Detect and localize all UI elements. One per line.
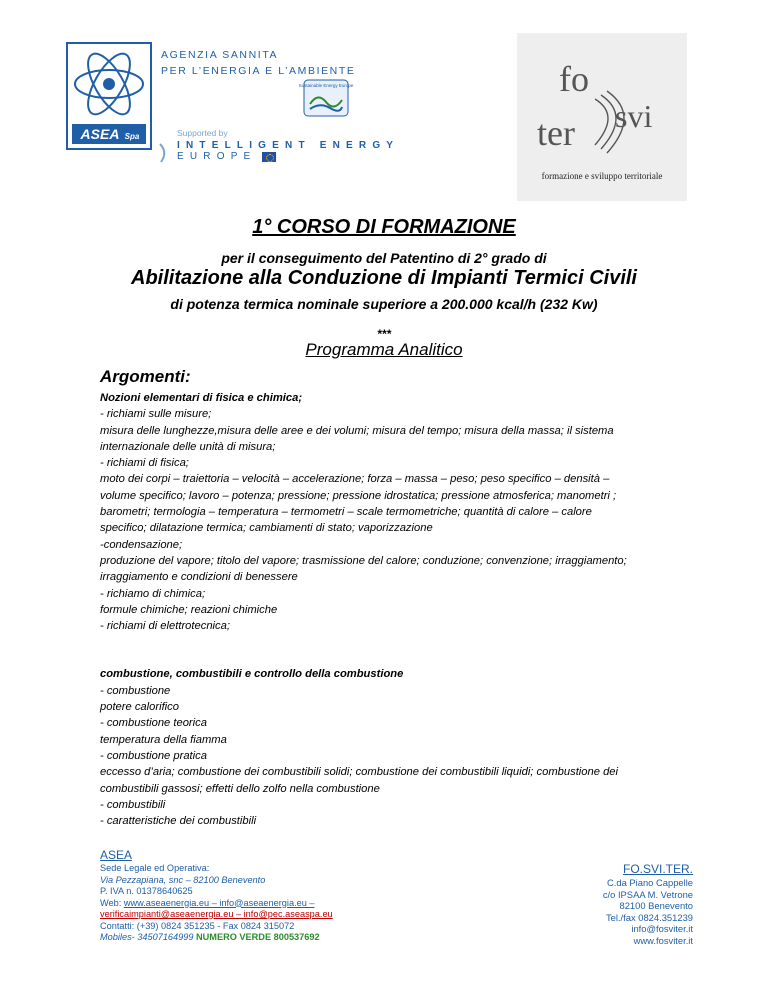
footer-fosviter-line: Tel./fax 0824.351239 [605, 911, 693, 923]
asea-logo [66, 42, 152, 150]
footer-email-links[interactable]: verificaimpianti@aseaenergia.eu – info@pec.aseaspa.eu [100, 909, 333, 919]
footer-asea-address: Via Pezzapiana, snc – 82100 Benevento [100, 874, 266, 885]
course-main-heading: Abilitazione alla Conduzione di Impianti Termici Civili [131, 267, 637, 289]
body-line: eccesso d’aria; combustione dei combustibili solidi; combustione dei combustibili liquidi; combustione dei [100, 766, 618, 779]
body-line: barometri; termologia – temperatura – termometri – scale termometriche; quantità di calore – calore [100, 506, 592, 519]
course-subtitle: per il conseguimento del Patentino di 2° grado di [221, 250, 547, 266]
fosviter-fo: fo [559, 59, 589, 99]
course-power-spec: di potenza termica nominale superiore a 200.000 kcal/h (232 Kw) [170, 296, 598, 312]
fosviter-svi: svi [615, 98, 653, 134]
body-line: - combustione teorica [100, 717, 207, 730]
body-line: produzione del vapore; titolo del vapore; trasmissione del calore; conduzione; convenzione; irraggiamento; [100, 554, 627, 567]
section-heading: combustione, combustibili e controllo della combustione [100, 668, 404, 681]
fosviter-tagline: formazione e sviluppo territoriale [541, 171, 663, 181]
footer-web-link[interactable]: www.aseaenergia.eu – info@aseaenergia.eu – [123, 897, 315, 908]
intelligent-energy-logo [161, 128, 399, 162]
footer-fosviter [513, 861, 693, 947]
separator-stars: *** [376, 327, 391, 341]
body-line: moto dei corpi – traiettoria – velocità – accelerazione; forza – massa – peso; peso specifico – densità – [100, 473, 610, 486]
swoosh-icon [158, 142, 170, 164]
section-heading: Nozioni elementari di fisica e chimica; [100, 392, 303, 404]
body-line: - richiami di elettrotecnica; [100, 620, 230, 633]
body-line: irraggiamento e condizioni di benessere [100, 571, 298, 584]
fosviter-logo [517, 33, 687, 201]
footer-asea-name: ASEA [100, 848, 133, 862]
eu-flag-icon [262, 152, 276, 162]
agency-name [161, 47, 356, 79]
body-line: internazionale delle unità di misura; [100, 440, 276, 453]
argomenti-label: Argomenti: [100, 367, 191, 386]
programma-heading: Programma Analitico [305, 340, 463, 359]
footer-fosviter-name: FO.SVI.TER. [622, 862, 693, 876]
intelligent-energy: INTELLIGENT ENERGY [177, 140, 400, 151]
footer-fosviter-line: c/o IPSAA M. Vetrone [602, 888, 693, 900]
body-line: - combustione [100, 684, 171, 697]
course-title: 1° CORSO DI FORMAZIONE [252, 216, 516, 238]
europe: EUROPE [177, 151, 257, 162]
footer-asea-piva: P. IVA n. 01378640625 [100, 886, 193, 896]
footer-numero-verde: NUMERO VERDE 800537692 [196, 932, 320, 942]
body-line: volume specifico; lavoro – potenza; pressione; pressione idrostatica; pressione atmosferica; manometri ; [100, 489, 617, 502]
body-line: - richiami sulle misure; [100, 408, 212, 421]
footer-asea-sede: Sede Legale ed Operativa: [100, 863, 210, 873]
agency-line2: PER L’ENERGIA E L’AMBIENTE [161, 65, 356, 77]
body-line: misura delle lunghezze,misura delle aree e dei volumi; misura del tempo; misura della massa; il sistema [100, 424, 614, 437]
footer-web-label: Web: [100, 897, 124, 908]
body-line: potere calorifico [100, 701, 179, 714]
fosviter-ter: ter [537, 113, 575, 153]
body-line: - richiami di fisica; [100, 457, 189, 470]
body-line: formule chimiche; reazioni chimiche [100, 603, 278, 616]
se-badge-text: Sustainable Energy Europe [298, 83, 354, 88]
footer-fosviter-line: C.da Piano Cappelle [607, 877, 693, 888]
footer-fosviter-line: 82100 Benevento [619, 900, 693, 912]
agency-line1: AGENZIA SANNITA [161, 49, 279, 61]
sustainable-energy-badge [298, 78, 354, 118]
body-line: temperatura della fiamma [100, 733, 227, 746]
footer-asea [100, 848, 400, 944]
asea-logo-suffix: Spa [124, 132, 140, 141]
footer-mobile: Mobiles- 34507164999 [100, 932, 197, 942]
asea-logo-text: ASEA [80, 126, 120, 142]
footer-fosviter-web[interactable]: www.fosviter.it [633, 934, 693, 946]
body-line: specifico; dilatazione termica; cambiamenti di stato; vaporizzazione [100, 522, 433, 535]
footer-fosviter-email[interactable]: info@fosviter.it [631, 923, 693, 935]
footer-contacts: Contatti: (+39) 0824 351235 - Fax 0824 315072 [100, 920, 295, 931]
body-line: -condensazione; [100, 538, 183, 551]
body-line: - combustibili [100, 798, 166, 811]
program-body [100, 390, 690, 829]
supported-by: Supported by [177, 128, 228, 138]
body-line: - combustione pratica [100, 749, 207, 762]
body-line: - caratteristiche dei combustibili [100, 815, 257, 828]
body-line: - richiamo di chimica; [100, 587, 206, 600]
body-line: combustibili gassosi; effetti dello zolfo nella combustione [100, 782, 380, 795]
